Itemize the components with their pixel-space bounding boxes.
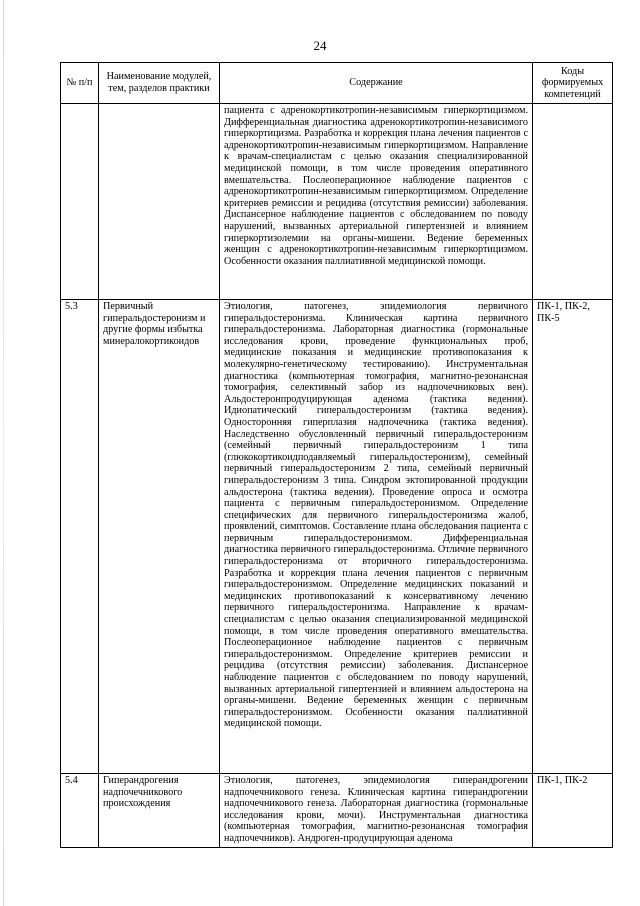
header-codes: Коды формируемых компетенций [533,63,613,104]
page-number: 24 [313,38,327,53]
header-num: № п/п [61,63,99,104]
row-name: Гиперандрогения надпочечникового происхождения [99,774,220,848]
table-header-row [61,63,613,104]
row-content: пациента с адренокортикотропин-независимым гиперкортицизмом. Дифференциальная диагностика адренокортикотропин-независимого гиперкортицизма. Разработка и коррекция плана лечения пациентов с адренокортикотропин-независимым гиперкортицизмом. Направление к врачам-специалистам с целью оказания специализированной медицинской помощи, в том числе проведения оперативного вмешательства. Послеоперационное наблюдение пациентов с адренокортикотропин-независимым гиперкортицизмом. Определение критериев ремиссии и рецидива (отсутствия ремиссии) заболевания. Диспансерное наблюдение пациентов с обследованием по поводу нарушений, вызванных артериальной гипертензией и влиянием гиперкортизолемии на органы-мишени. Ведение беременных женщин с адренокортикотропин-независимым гиперкортицизмом. Особенности оказания паллиативной медицинской помощи. [220,104,533,300]
row-num: 5.4 [61,774,99,848]
scan-edge-line [3,0,4,906]
header-name: Наименование модулей, тем, разделов практики [99,63,220,104]
row-codes: ПК-1, ПК-2, ПК-5 [533,300,613,774]
row-content: Этиология, патогенез, эпидемиология гиперандрогении надпочечникового генеза. Клиническая картина гиперандрогении надпочечникового генеза. Лабораторная диагностика (гормональные исследования крови, мочи). Инструментальная диагностика (компьютерная томография, магнитно-резонансная томография надпочечников). Андроген-продуцирующая аденома [220,774,533,848]
row-name [99,104,220,300]
row-name: Первичный гиперальдостеронизм и другие формы избытка минералокортикоидов [99,300,220,774]
row-num: 5.3 [61,300,99,774]
row-num [61,104,99,300]
curriculum-table [60,62,613,848]
table-row [61,300,613,774]
header-content: Содержание [220,63,533,104]
table-row [61,104,613,300]
table-row [61,774,613,848]
row-codes: ПК-1, ПК-2 [533,774,613,848]
row-content: Этиология, патогенез, эпидемиология первичного гиперальдостеронизма. Клиническая картина первичного гиперальдостеронизма. Лабораторная диагностика (гормональные исследования крови, проведение функциональных проб, медицинские показания и медицинские противопоказания к молекулярно-генетическому тестированию). Инструментальная диагностика (компьютерная томография, магнитно-резонансная томография, селективный забор из надпочечниковых вен). Альдостеронпродуцирующая аденома (тактика ведения). Идиопатический гиперальдостеронизм (тактика ведения). Односторонняя гиперплазия надпочечника (тактика ведения). Наследственно обусловленный первичный гиперальдостеронизм (семейный первичный гиперальдостеронизм 1 типа (глюкокортикоидподавляемый гиперальдостеронизм), семейный первичный гиперальдостеронизм 2 типа, семейный первичный гиперальдостеронизм 3 типа. Синдром эктопированной продукции альдостерона (тактика ведения). Проведение опроса и осмотра пациента с первичным гиперальдостеронизмом. Определение специфических для первичного гиперальдостеронизма жалоб, проявлений, симптомов. Составление плана обследования пациента с первичным гиперальдостеронизмом. Дифференциальная диагностика первичного гиперальдостеронизма. Отличие первичного гиперальдостеронизма от вторичного гиперальдостеронизма. Разработка и коррекция плана лечения пациентов с первичным гиперальдостеронизмом. Определение медицинских показаний и медицинских противопоказаний к консервативному лечению первичного гиперальдостеронизма. Направление к врачам-специалистам с целью оказания специализированной медицинской помощи, в том числе проведения оперативного вмешательства. Послеоперационное наблюдение пациентов с первичным гиперальдостеронизмом. Определение критериев ремиссии и рецидива (отсутствия ремиссии) заболевания. Диспансерное наблюдение пациентов с обследованием по поводу нарушений, вызванных артериальной гипертензией и влиянием альдостерона на органы-мишени. Ведение беременных женщин с первичным гиперальдостеронизмом. Особенности оказания паллиативной медицинской помощи. [220,300,533,774]
row-codes [533,104,613,300]
